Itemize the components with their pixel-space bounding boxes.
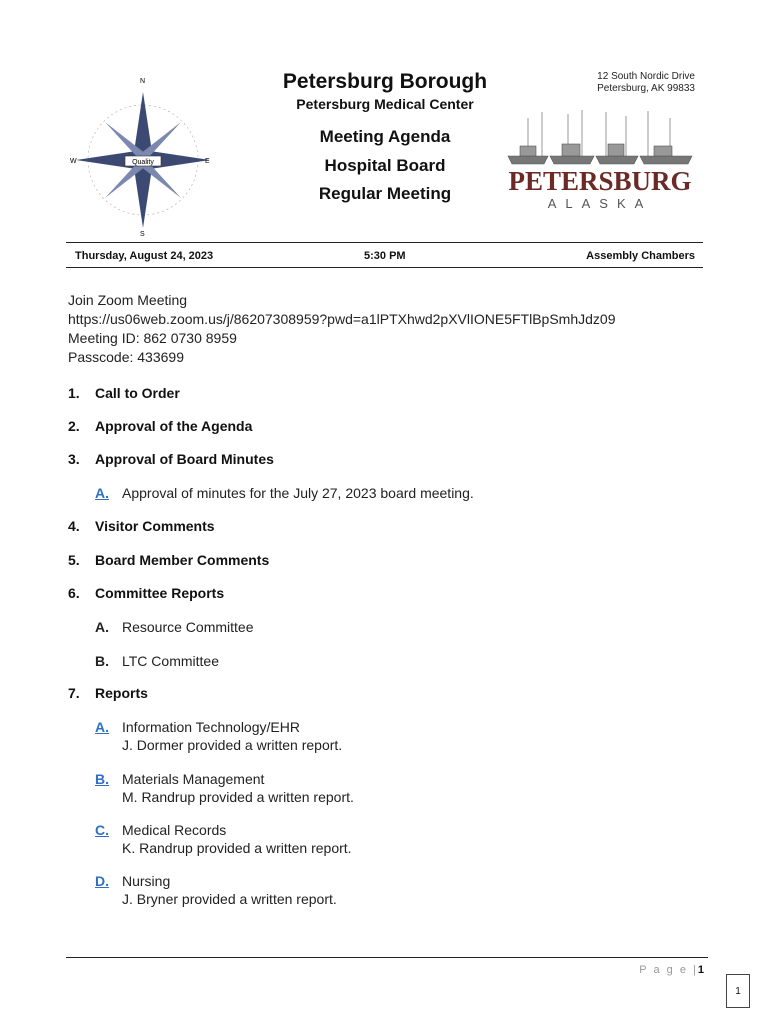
minutes-link[interactable]: A. (95, 485, 109, 501)
agenda-item (68, 385, 180, 401)
page-separator: | (693, 964, 698, 976)
agenda-item (68, 451, 274, 467)
agenda-item (68, 552, 269, 568)
footer-rule (66, 957, 708, 958)
item-title: Call to Order (95, 385, 180, 401)
sub-item-text: Approval of minutes for the July 27, 2023 board meeting. (122, 485, 474, 501)
item-title: Approval of Board Minutes (95, 451, 274, 467)
compass-east: E (205, 158, 210, 165)
zoom-url[interactable]: https://us06web.zoom.us/j/86207308959?pwd=a1lPTXhwd2pXVlIONE5FTlBpSmhJdz09 (68, 311, 616, 327)
compass-south: S (140, 231, 145, 238)
item-title: Approval of the Agenda (95, 418, 253, 434)
item-title: Board Member Comments (95, 552, 270, 568)
item-title: Visitor Comments (95, 518, 215, 534)
minutes-sub-item (95, 484, 474, 502)
report-title: Nursing (122, 873, 171, 889)
report-note: K. Randrup provided a written report. (122, 840, 352, 856)
meeting-type: Regular Meeting (318, 184, 452, 203)
address (575, 71, 695, 95)
report-sub-item (95, 821, 352, 856)
item-title: Committee Reports (95, 585, 225, 601)
item-number: 7. (68, 685, 80, 701)
committee-sub-item (95, 652, 219, 670)
agenda-title: Meeting Agenda (319, 127, 451, 146)
compass-center-word: Quality (132, 159, 154, 166)
zoom-passcode: Passcode: 433699 (68, 349, 184, 365)
page-word: P a g e (639, 964, 688, 976)
meeting-location: Assembly Chambers (586, 250, 695, 262)
report-title: Materials Management (122, 771, 265, 787)
report-link[interactable]: D. (95, 873, 109, 889)
agenda-item (68, 685, 148, 701)
page-number-box: 1 (726, 974, 750, 1008)
item-number: 4. (68, 518, 80, 534)
agenda-item (68, 585, 224, 601)
zoom-details (68, 291, 616, 367)
item-title: Reports (95, 685, 148, 701)
committee-sub-item (95, 618, 254, 636)
report-link[interactable]: A. (95, 719, 109, 735)
report-title: Information Technology/EHR (122, 719, 300, 735)
address-line-1: 12 South Nordic Drive (597, 71, 695, 82)
item-number: 1. (68, 385, 80, 401)
zoom-meeting-id: Meeting ID: 862 0730 8959 (68, 330, 237, 346)
meeting-time: 5:30 PM (364, 250, 406, 262)
org-subtitle: Petersburg Medical Center (296, 96, 474, 112)
sub-item-letter: A. (95, 619, 109, 635)
agenda-item (68, 418, 252, 434)
agenda-item (68, 518, 215, 534)
sub-item-text: LTC Committee (122, 653, 219, 669)
compass-emblem (68, 72, 218, 238)
report-title: Medical Records (122, 822, 227, 838)
report-sub-item (95, 872, 337, 907)
meeting-date: Thursday, August 24, 2023 (75, 250, 214, 262)
info-bottom-rule (66, 267, 703, 268)
sub-item-text: Resource Committee (122, 619, 254, 635)
page-number: 1 (697, 964, 704, 976)
report-sub-item (95, 718, 343, 753)
org-title: Petersburg Borough (282, 70, 488, 93)
item-number: 3. (68, 451, 80, 467)
compass-north: N (140, 78, 146, 85)
report-note: J. Dormer provided a written report. (122, 737, 343, 753)
petersburg-logo (498, 108, 703, 214)
logo-subword: ALASKA (547, 196, 653, 211)
zoom-heading: Join Zoom Meeting (68, 292, 188, 308)
report-link[interactable]: C. (95, 822, 109, 838)
report-note: J. Bryner provided a written report. (122, 891, 337, 907)
item-number: 2. (68, 418, 80, 434)
compass-west: W (70, 158, 77, 165)
board-name: Hospital Board (324, 156, 446, 175)
page-label (600, 964, 704, 976)
item-number: 6. (68, 585, 80, 601)
report-note: M. Randrup provided a written report. (122, 789, 354, 805)
item-number: 5. (68, 552, 80, 568)
address-line-2: Petersburg, AK 99833 (597, 83, 695, 94)
report-sub-item (95, 770, 354, 805)
logo-word: PETERSBURG (508, 166, 692, 196)
sub-item-letter: B. (95, 653, 109, 669)
report-link[interactable]: B. (95, 771, 109, 787)
fishing-boats-icon (508, 110, 692, 164)
info-top-rule (66, 242, 703, 243)
